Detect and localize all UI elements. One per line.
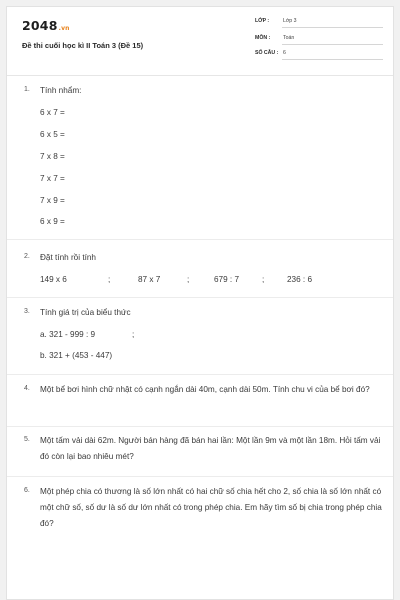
calc-item: 87 x 7 bbox=[138, 275, 161, 284]
separator: ; bbox=[262, 275, 265, 284]
separator: ; bbox=[187, 275, 190, 284]
page-header bbox=[7, 7, 393, 73]
calc-item: 679 : 7 bbox=[214, 275, 240, 284]
question-text: Đặt tính rồi tính bbox=[40, 253, 96, 262]
question-number: 1. bbox=[24, 86, 30, 93]
logo-text: 2048 bbox=[22, 18, 58, 33]
question-text: Tính nhẩm: bbox=[40, 86, 82, 95]
separator: ; bbox=[108, 275, 111, 284]
calc-item: 7 x 7 = bbox=[40, 174, 65, 183]
question-text: Tính giá trị của biểu thức bbox=[40, 308, 131, 317]
meta-value: Toán bbox=[283, 35, 295, 41]
question-number: 2. bbox=[24, 253, 30, 260]
calc-item: 6 x 5 = bbox=[40, 130, 65, 139]
meta-underline bbox=[282, 27, 383, 28]
logo-suffix: .vn bbox=[58, 25, 70, 32]
calc-item: 6 x 7 = bbox=[40, 108, 65, 117]
question-text: Một tấm vải dài 62m. Người bán hàng đã bán hai lần: Một lần 9m và một lần 18m. Hỏi tấm vải đó còn lại bao nhiêu mét? bbox=[40, 436, 381, 461]
meta-class bbox=[255, 17, 383, 29]
meta-underline bbox=[282, 44, 383, 45]
question-text: Một phép chia có thương là số lớn nhất có hai chữ số chia hết cho 2, số chia là số lớn nhất có một chữ số, số dư là số dư lớn nhất có trong phép chia. Em hãy tìm số bị chia trong phép chia đó? bbox=[40, 487, 382, 528]
site-logo[interactable] bbox=[22, 18, 70, 33]
header-divider bbox=[7, 75, 393, 76]
question-divider bbox=[7, 297, 393, 298]
separator: ; bbox=[132, 330, 135, 339]
meta-value: 6 bbox=[283, 50, 286, 56]
question-number: 3. bbox=[24, 308, 30, 315]
exam-title: Đề thi cuối học kì II Toán 3 (Đề 15) bbox=[22, 41, 144, 50]
calc-item: 7 x 8 = bbox=[40, 152, 65, 161]
calc-item: 6 x 9 = bbox=[40, 217, 65, 226]
question-divider bbox=[7, 426, 393, 427]
calc-item: 236 : 6 bbox=[287, 275, 313, 284]
calc-item: b. 321 + (453 - 447) bbox=[40, 351, 113, 360]
meta-label: SỐ CÂU : bbox=[255, 50, 279, 56]
meta-label: LỚP : bbox=[255, 18, 270, 24]
calc-item: 7 x 9 = bbox=[40, 196, 65, 205]
meta-underline bbox=[282, 59, 383, 60]
question-text: Một bể bơi hình chữ nhật có cạnh ngắn dài 40m, cạnh dài 50m. Tính chu vi của bể bơi đó? bbox=[40, 385, 370, 394]
question-number: 4. bbox=[24, 385, 30, 392]
meta-label: MÔN : bbox=[255, 35, 271, 41]
question-divider bbox=[7, 476, 393, 477]
meta-subject bbox=[255, 34, 383, 46]
exam-page bbox=[6, 6, 394, 600]
calc-item: 149 x 6 bbox=[40, 275, 67, 284]
question-number: 5. bbox=[24, 436, 30, 443]
meta-value: Lớp 3 bbox=[283, 18, 297, 24]
meta-question-count bbox=[255, 49, 383, 61]
question-divider bbox=[7, 374, 393, 375]
question-divider bbox=[7, 239, 393, 240]
calc-item: a. 321 - 999 : 9 bbox=[40, 330, 96, 339]
question-number: 6. bbox=[24, 487, 30, 494]
